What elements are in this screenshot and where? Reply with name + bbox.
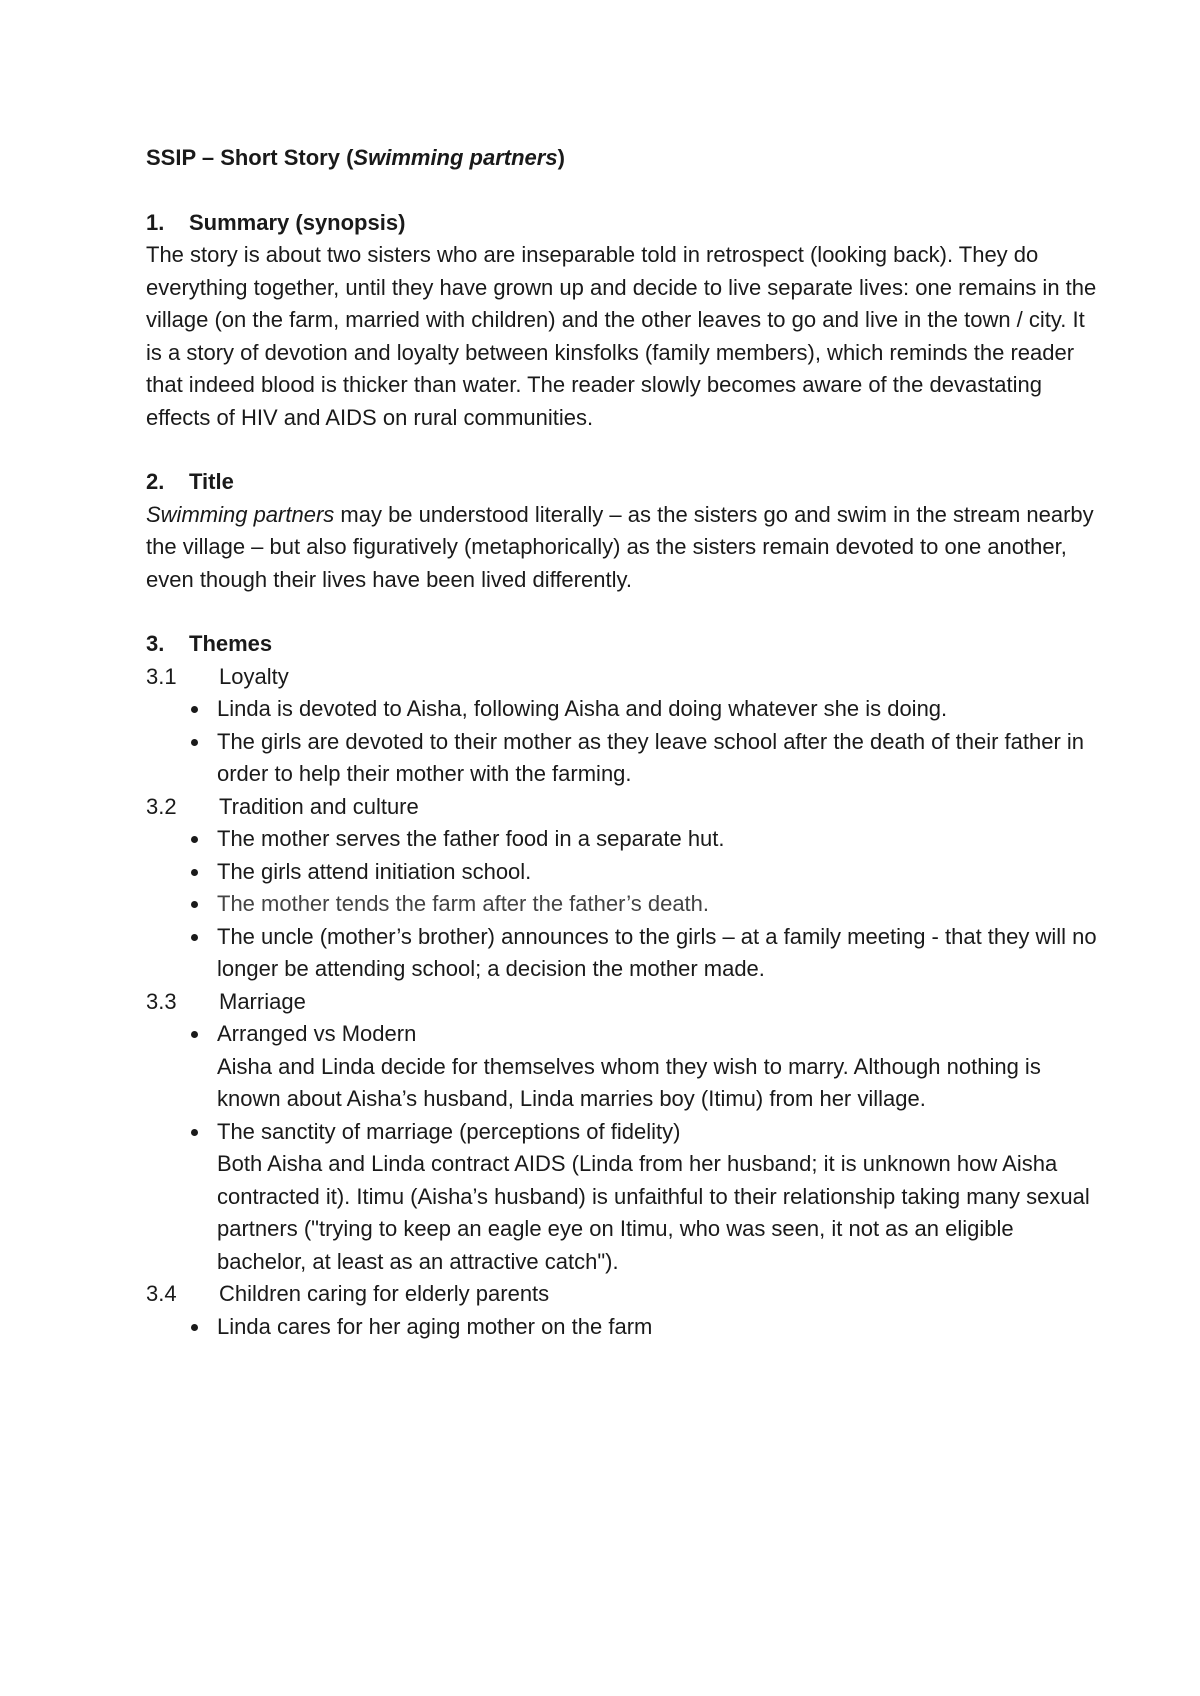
list-item-text: Both Aisha and Linda contract AIDS (Linda from her husband; it is unknown how Aisha contracted it). Itimu (Aisha’s husband) is unfaithful to their relationship taking many sexual partners ("trying to keep an eagle eye on Itimu, who was seen, it not as an eligible bachelor, at least as an attractive catch"). [217,1151,1090,1274]
themes-heading-text: Themes [189,631,273,656]
summary-text: The story is about two sisters who are inseparable told in retrospect (looking back). They do everything together, until they have grown up and decide to live separate lives: one remains in the village (on the farm, married with children) and the other leaves to go and live in the town / city. It is a story of devotion and loyalty between kinsfolks (family members), which reminds the reader that indeed blood is thicker than water. The reader slowly becomes aware of the devastating effects of HIV and AIDS on rural communities. [146,242,1097,430]
list-item [189,856,1100,889]
bullet-icon [191,1129,198,1136]
bullet-icon [191,836,198,843]
list-item-text: Aisha and Linda decide for themselves whom they wish to marry. Although nothing is known about Aisha’s husband, Linda marries boy (Itimu) from her village. [217,1053,1041,1111]
title-heading-text: Title [189,469,234,494]
title-suffix: ) [557,145,565,170]
list-item-text: The girls attend initiation school. [217,858,532,884]
list-item [189,823,1100,856]
theme-marriage [146,986,1100,1019]
title-text-body: may be understood literally – as the sisters go and swim in the stream nearby the village – but also figuratively (metaphorically) as the sisters remain devoted to one another, even though their lives have been lived differently. [146,501,1094,592]
themes-heading [146,628,1100,661]
list-item [189,693,1100,726]
document-title [146,142,1100,175]
bullet-icon [191,901,198,908]
title-prefix: SSIP – Short Story ( [146,145,354,170]
theme-number: 3.3 [146,988,177,1014]
theme-label: Loyalty [219,663,289,689]
title-text-italic: Swimming partners [146,501,335,527]
summary-section [146,207,1100,435]
title-number: 2. [146,469,165,494]
list-item-heading: Arranged vs Modern [217,1021,417,1046]
list-item-text: The mother tends the farm after the father’s death. [217,891,710,916]
theme-label: Marriage [219,988,306,1014]
summary-heading [146,207,1100,240]
list-item [189,1116,1100,1279]
theme-number: 3.1 [146,663,177,689]
theme-label: Children caring for elderly parents [219,1281,550,1306]
theme-label: Tradition and culture [219,793,419,819]
loyalty-list [146,693,1100,791]
bullet-icon [191,706,198,713]
bullet-icon [191,739,198,746]
list-item [189,726,1100,791]
title-text [146,499,1100,597]
theme-number: 3.4 [146,1281,177,1306]
title-section [146,466,1100,596]
bullet-icon [191,869,198,876]
list-item [189,1018,1100,1116]
bullet-icon [191,1324,198,1331]
list-item-text: Linda cares for her aging mother on the farm [217,1313,653,1339]
list-item [189,888,1100,921]
title-italic: Swimming partners [353,145,558,170]
list-item [189,1311,1100,1344]
themes-section [146,628,1100,1343]
summary-number: 1. [146,209,165,235]
marriage-list [146,1018,1100,1278]
list-item-text: Linda is devoted to Aisha, following Aisha and doing whatever she is doing. [217,696,948,721]
theme-loyalty [146,661,1100,694]
list-item-text: The uncle (mother’s brother) announces to the girls – at a family meeting - that they will no longer be attending school; a decision the mother made. [217,923,1097,981]
list-item-text: The girls are devoted to their mother as they leave school after the death of their father in order to help their mother with the farming. [217,728,1085,786]
bullet-icon [191,1031,198,1038]
list-item-heading: The sanctity of marriage (perceptions of fidelity) [217,1118,681,1144]
summary-heading-text: Summary (synopsis) [189,209,406,235]
elderly-list [146,1311,1100,1344]
tradition-list [146,823,1100,986]
theme-number: 3.2 [146,793,177,819]
themes-number: 3. [146,631,165,656]
title-heading [146,466,1100,499]
theme-elderly [146,1278,1100,1311]
theme-tradition [146,791,1100,824]
list-item-text: The mother serves the father food in a separate hut. [217,826,725,851]
bullet-icon [191,934,198,941]
list-item [189,921,1100,986]
